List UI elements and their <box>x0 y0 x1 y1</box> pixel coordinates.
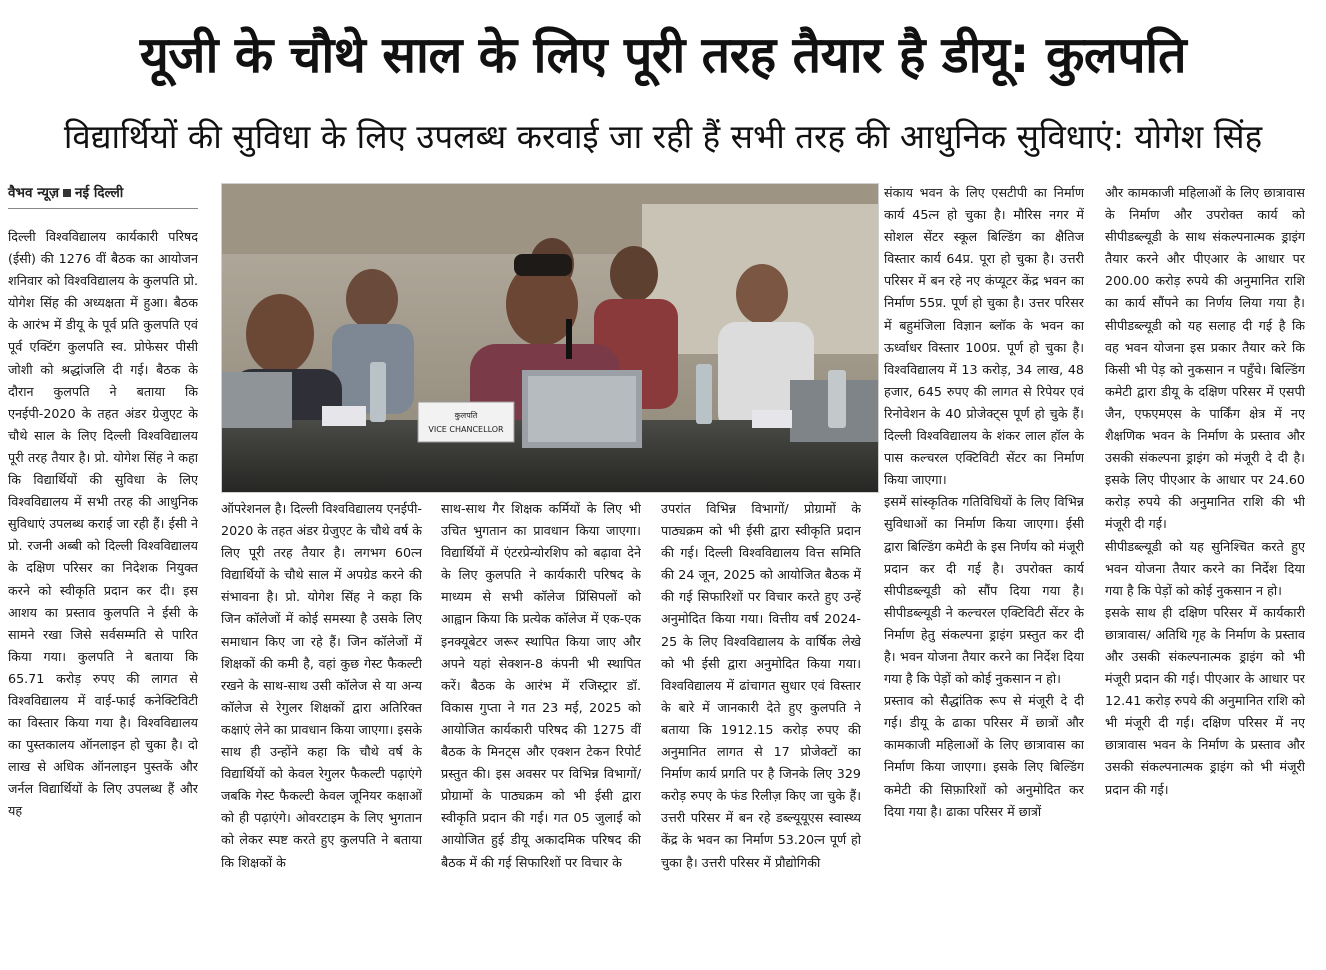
column-3-text: साथ-साथ गैर शिक्षक कर्मियों के लिए भी उचित भुगतान का प्रावधान किया जाएगा। विद्यार्थियों में एंटरप्रेन्योरशिप को बढ़ावा देने के लिए कुलपति ने कार्यकारी परिषद के माध्यम से सभी कॉलेज प्रिंसिपलों को आह्वान किया कि प्रत्येक कॉलेज में एक-एक इनक्यूबेटर जरूर स्थापित किया जाए और अपने यहां सेक्शन-8 कंपनी भी स्थापित करें। बैठक के आरंभ में रजिस्ट्रार डॉ. विकास गुप्ता ने गत 23 मई, 2025 को आयोजित कार्यकारी परिषद की 1275 वीं बैठक के मिनट्स और एक्शन टेकन रिपोर्ट प्रस्तुत की। इस अवसर पर विभिन्न विभागों/ प्रोग्रामों के पाठ्यक्रम को भी ईसी द्वारा स्वीकृति प्रदान की गई। गत 05 जुलाई को आयोजित हुई डीयू अकादमिक परिषद की बैठक में की गई सिफारिशों पर विचार के <box>441 501 641 870</box>
subheadline: विद्यार्थियों की सुविधा के लिए उपलब्ध करवाई जा रही हैं सभी तरह की आधुनिक सुविधाएं: योगेश सिंह <box>63 117 1263 156</box>
headline: यूजी के चौथे साल के लिए पूरी तरह तैयार है डीयू: कुलपति <box>139 26 1187 84</box>
column-2-text: ऑपरेशनल है। दिल्ली विश्वविद्यालय एनईपी- 2020 के तहत अंडर ग्रेजुएट के चौथे वर्ष के लिए पूरी तरह तैयार है। लगभग 60त्न विद्यार्थियों के चौथे साल में अपग्रेड करने की संभावना है। प्रो. योगेश सिंह ने कहा कि जिन कॉलेजों में कोई समस्या है उसके लिए समाधान किए जा रहे हैं। जिन कॉलेजों में शिक्षकों की कमी है, वहां कुछ गेस्ट फैकल्टी रखने के साथ-साथ उसी कॉलेज से या अन्य कॉलेज से रेगुलर शिक्षकों द्वारा अतिरिक्त कक्षाएं लेने का प्रावधान किया जाएगा। इसके साथ ही उन्होंने कहा कि चौथे वर्ष के विद्यार्थियों को केवल रेगुलर फैकल्टी पढ़ाएंगे जबकि गेस्ट फैकल्टी केवल जूनियर कक्षाओं को ही पढ़ाएंगे। ओवरटाइम के लिए भुगतान को लेकर स्पष्ट करते हुए कुलपति ने बताया कि शिक्षकों के <box>221 501 422 870</box>
column-6-paragraph-3: इसके साथ ही दक्षिण परिसर में कार्यकारी छात्रावास/ अतिथि गृह के निर्माण के प्रस्ताव और उसकी संकल्पनात्मक ड्राइंग को भी मंजूरी प्रदान की गई। पीएआर के आधार पर 12.41 करोड़ रुपये की अनुमानित राशि को भी मंजूरी दी गई। दक्षिण परिसर में नए छात्रावास भवन के निर्माण के प्रस्ताव और उसकी संकल्पनात्मक ड्राइंग को भी मंजूरी प्रदान की गई। <box>1105 604 1305 797</box>
article-column-2 <box>221 498 422 961</box>
column-6-paragraph-1: और कामकाजी महिलाओं के लिए छात्रावास के निर्माण और उपरोक्त कार्य को सीपीडब्ल्यूडी के साथ संकल्पनात्मक ड्राइंग तैयार करने और पीएआर के आधार पर 200.00 करोड़ रुपये की अनुमानित राशि का कार्य सौंपने का निर्णय लिया गया है। सीपीडब्ल्यूडी को यह सलाह दी गई है कि वह भवन योजना इस प्रकार तैयार करे कि किसी भी पेड़ को नुकसान न पहुँचे। बिल्डिंग कमेटी द्वारा डीयू के दक्षिण परिसर में एसपी जैन, एफएमएस के पार्किंग क्षेत्र में नए शैक्षणिक भवन के निर्माण के प्रस्ताव और उसकी संकल्पना ड्राइंग को मंजूरी दे दी है। इसके लिए पीएआर के आधार पर 24.60 करोड़ रुपये की अनुमानित राशि की भी मंजूरी दी गई। <box>1105 185 1305 532</box>
nameplate <box>418 402 514 442</box>
article-column-1 <box>8 226 198 961</box>
meeting-photo-illustration <box>222 184 878 492</box>
nameplate-hindi: कुलपति <box>454 411 478 420</box>
article-column-4 <box>661 498 861 961</box>
nameplate-english: VICE CHANCELLOR <box>428 425 504 434</box>
article-column-6 <box>1105 182 1305 961</box>
byline-place: नई दिल्ली <box>75 185 124 201</box>
column-4-text: उपरांत विभिन्न विभागों/ प्रोग्रामों के पाठ्यक्रम को भी ईसी द्वारा स्वीकृति प्रदान की गई। दिल्ली विश्वविद्यालय वित्त समिति की 24 जून, 2025 को आयोजित बैठक में की गई सिफारिशों पर विचार करते हुए उन्हें अनुमोदित किया गया। वित्तीय वर्ष 2024-25 के लिए विश्वविद्यालय के वार्षिक लेखे को भी ईसी द्वारा अनुमोदित किया गया। विश्वविद्यालय में ढांचागत सुधार एवं विस्तार के बारे में जानकारी देते हुए कुलपति ने बताया कि 1912.15 करोड़ रुपए की अनुमानित लागत से 17 प्रोजेक्टों का निर्माण कार्य प्रगति पर है जिनके लिए 329 करोड़ रुपए के फंड रिलीज़ किए जा चुके हैं। उत्तरी परिसर में बन रहे डब्ल्यूयूएस स्वास्थ्य केंद्र के भवन का निर्माण 53.20त्न पूर्ण हो चुका है। उत्तरी परिसर में प्रौद्योगिकी <box>661 501 861 870</box>
byline-rule <box>8 208 198 209</box>
column-5-paragraph-2: इसमें सांस्कृतिक गतिविधियों के लिए विभिन्न सुविधाओं का निर्माण किया जाएगा। ईसी द्वारा बिल्डिंग कमेटी के इस निर्णय को मंजूरी प्रदान कर दी गई है। उपरोक्त कार्य सीपीडब्ल्यूडी को सौंप दिया गया है। सीपीडब्ल्यूडी ने कल्चरल एक्टिविटी सेंटर के निर्माण हेतु संकल्पना ड्राइंग प्रस्तुत कर दी है। भवन योजना तैयार करने का निर्देश दिया गया है कि पेड़ों को कोई नुकसान न हो। <box>884 494 1084 687</box>
meeting-photo <box>221 183 879 493</box>
column-5-paragraph-1: संकाय भवन के लिए एसटीपी का निर्माण कार्य 45त्न हो चुका है। मौरिस नगर में सोशल सेंटर स्कूल बिल्डिंग का क्षैतिज विस्तार कार्य 64प्र. पूरा हो चुका है। उत्तरी परिसर में बन रहे नए कंप्यूटर केंद्र भवन का निर्माण 55प्र. पूर्ण हो चुका है। उत्तर परिसर में बहुमंजिला विज्ञान ब्लॉक के भवन का ऊर्ध्वाधर विस्तार 100प्र. पूर्ण हो चुका है। विश्वविद्यालय में 13 करोड़, 34 लाख, 48 हजार, 645 रुपए की लागत से रिपेयर एवं रिनोवेशन के 40 प्रोजेक्ट्स पूर्ण हो चुके हैं। दिल्ली विश्वविद्यालय के शंकर लाल हॉल के पास कल्चरल एक्टिविटी सेंटर का निर्माण किया जाएगा। <box>884 185 1084 488</box>
column-1-text: दिल्ली विश्वविद्यालय कार्यकारी परिषद (ईसी) की 1276 वीं बैठक का आयोजन शनिवार को विश्वविद्यालय के कुलपति प्रो. योगेश सिंह की अध्यक्षता में हुआ। बैठक के आरंभ में डीयू के पूर्व प्रति कुलपति एवं पूर्व एक्टिंग कुलपति स्व. प्रोफेसर पीसी जोशी को श्रद्धांजलि दी गई। बैठक के दौरान कुलपति ने बताया कि एनईपी-2020 के तहत अंडर ग्रेजुएट के चौथे साल के लिए दिल्ली विश्वविद्यालय पूरी तरह तैयार है। प्रो. योगेश सिंह ने कहा कि विद्यार्थियों की सुविधा के लिए विश्वविद्यालय में सभी तरह की आधुनिक सुविधाएं उपलब्ध कराई जा रही हैं। ईसी ने प्रो. रजनी अब्बी को दिल्ली विश्वविद्यालय के दक्षिण परिसर का निदेशक नियुक्त करने को स्वीकृति प्रदान कर दी। इस आशय का प्रस्ताव कुलपति ने ईसी के सामने रखा जिसे सर्वसम्मति से पारित किया गया। कुलपति ने बताया कि 65.71 करोड़ रुपए की लागत से विश्वविद्यालय में वाई-फाई कनेक्टिविटी का विस्तार किया गया है। विश्वविद्यालय का पुस्तकालय ऑनलाइन हो चुका है। दो लाख से अधिक ऑनलाइन पुस्तकें और जर्नल विद्यार्थियों के लिए उपलब्ध हैं और यह <box>8 229 198 819</box>
separator-square-icon <box>63 189 71 197</box>
byline-source: वैभव न्यूज़ <box>8 185 60 201</box>
article-column-5 <box>884 182 1084 961</box>
article-column-3 <box>441 498 641 961</box>
column-6-paragraph-2: सीपीडब्ल्यूडी को यह सुनिश्चित करते हुए भवन योजना तैयार करने का निर्देश दिया गया है कि पेड़ों को कोई नुकसान न हो। <box>1105 538 1305 598</box>
column-5-paragraph-3: प्रस्ताव को सैद्धांतिक रूप से मंजूरी दे दी गई। डीयू के ढाका परिसर में छात्रों और कामकाजी महिलाओं के लिए छात्रावास का निर्माण किया जाएगा। इसके लिए बिल्डिंग कमेटी की सिफ़ारिशों को अनुमोदित कर दिया गया है। ढाका परिसर में छात्रों <box>884 693 1084 819</box>
byline <box>8 183 123 201</box>
